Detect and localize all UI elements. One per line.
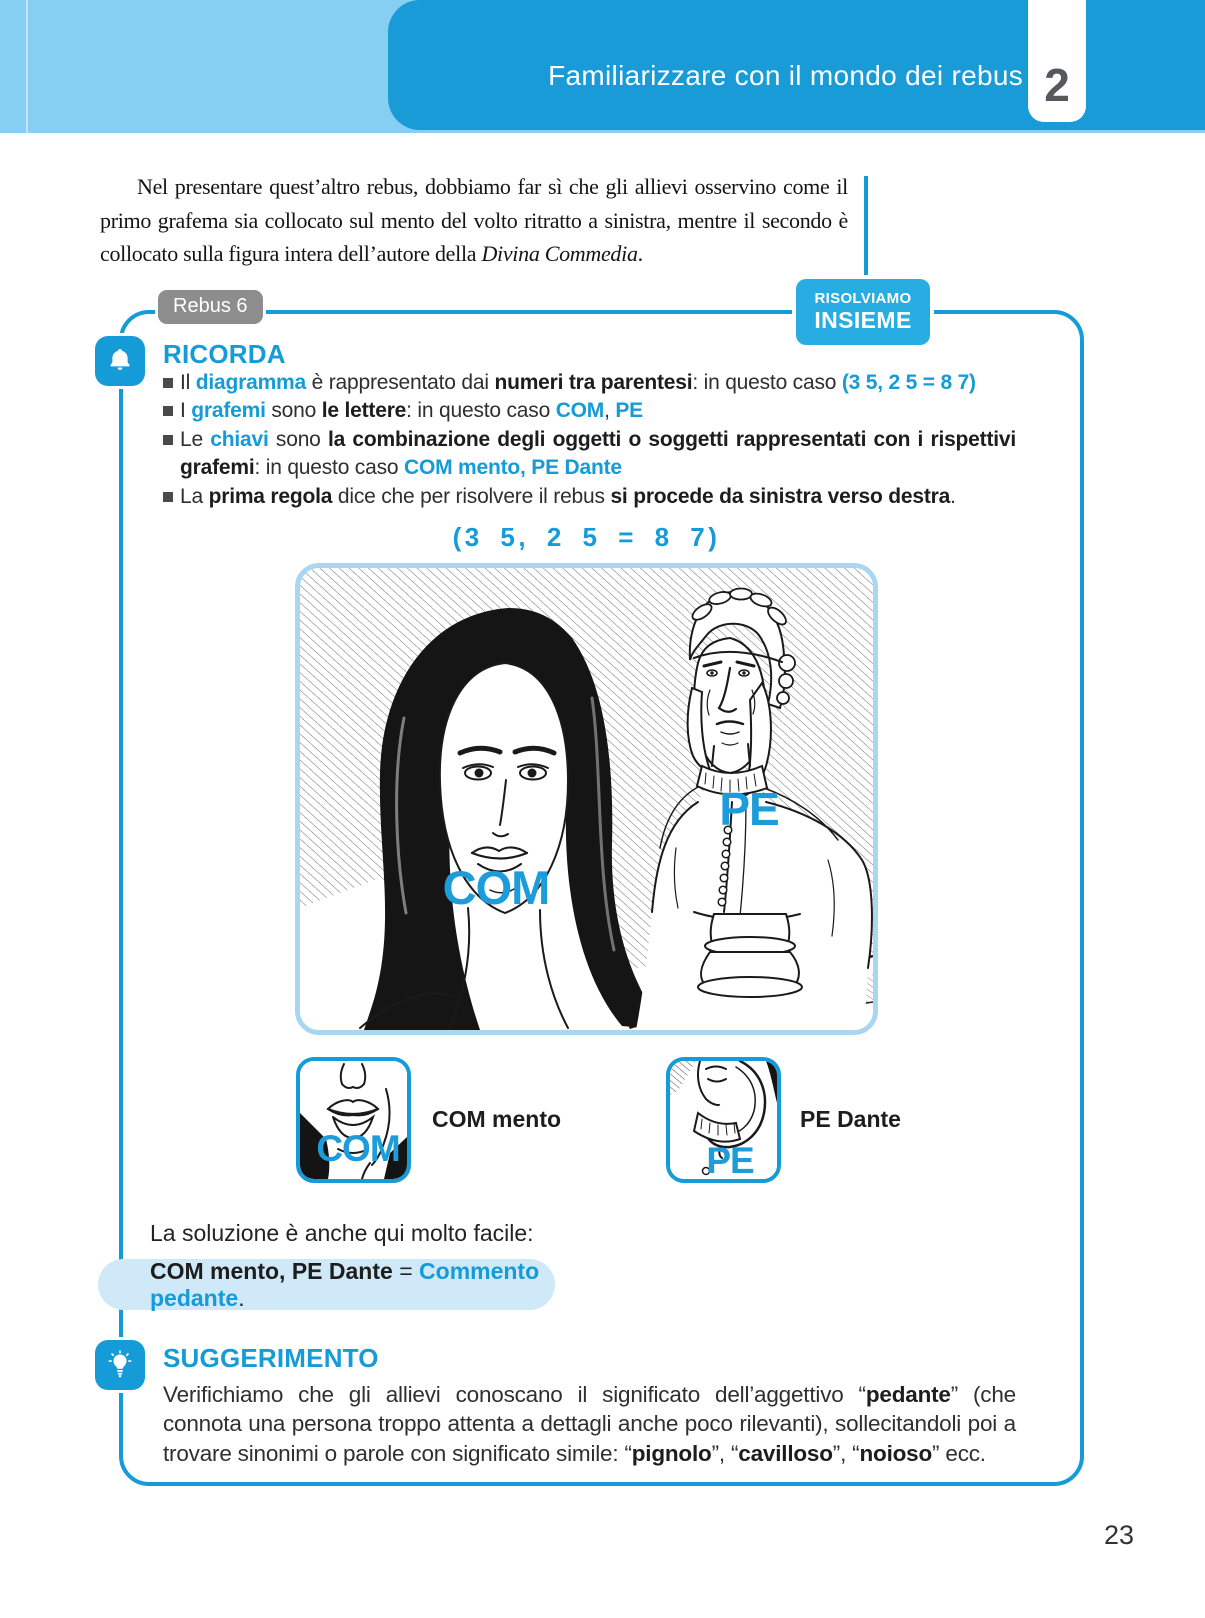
list-item: Il diagramma è rappresentato dai numeri tra parentesi: in questo caso (3 5, 2 5 = 8 7) xyxy=(163,369,1016,397)
ricorda-title: RICORDA xyxy=(163,339,286,369)
bell-glyph xyxy=(105,346,135,376)
thumb-pe-label: PE xyxy=(706,1140,754,1179)
list-item: Le chiavi sono la combinazione degli oggetti o soggetti rappresentati con i rispettivi grafemi: in questo caso COM mento, PE Dante xyxy=(163,426,1016,483)
badge-line1: RISOLVIAMO xyxy=(814,290,912,308)
solution-text: COM mento, PE Dante = Commento pedante. xyxy=(150,1257,540,1311)
chapter-number: 2 xyxy=(1044,59,1070,111)
chin-drawing xyxy=(300,1061,407,1179)
list-item: I grafemi sono le lettere: in questo caso COM, PE xyxy=(163,397,1016,425)
key-caption: COM mento xyxy=(432,1106,562,1132)
suggerimento-title: SUGGERIMENTO xyxy=(163,1343,379,1373)
rebus-drawing xyxy=(300,568,873,1030)
list-item: La prima regola dice che per risolvere il rebus si procede da sinistra verso destra. xyxy=(163,483,1016,511)
lightbulb-icon xyxy=(95,1340,145,1390)
badge-line2: INSIEME xyxy=(814,306,912,333)
intro-paragraph: Nel presentare quest’altro rebus, dobbiamo far sì che gli allievi osservino come il primo grafema sia collocato sul mento del volto ritratto a sinistra, mentre il secondo è collocato sulla figura intera dell’autore della Divina Commedia. xyxy=(100,174,848,266)
risolviamo-insieme-badge xyxy=(796,279,930,345)
rebus-number-badge: Rebus 6 xyxy=(158,290,263,324)
intro-accent-line xyxy=(864,176,868,282)
page-number: 23 xyxy=(1103,1520,1134,1550)
header-seam xyxy=(26,0,28,133)
rebus-illustration xyxy=(295,563,878,1035)
grapheme-com-label: COM xyxy=(442,861,550,914)
lightbulb-glyph xyxy=(105,1350,135,1380)
ricorda-list xyxy=(163,369,1016,511)
thumb-com-label: COM xyxy=(316,1128,400,1169)
chapter-title: Familiarizzare con il mondo dei rebus xyxy=(548,60,1023,91)
thumb-com-mento xyxy=(296,1057,411,1183)
solution-pill xyxy=(98,1259,555,1310)
bell-icon xyxy=(95,336,145,386)
grapheme-pe-label: PE xyxy=(719,783,779,835)
dante-chin-drawing xyxy=(670,1061,777,1179)
suggerimento-paragraph: Verifichiamo che gli allievi conoscano il significato dell’aggettivo “pedante” (che connota una persona troppo attenta a dettagli anche poco rilevanti), sollecitandoli poi a trovare sinonimi o parole con significato simile: “pignolo”, “cavilloso”, “noioso” ecc. xyxy=(163,1382,1016,1466)
solution-lead: La soluzione è anche qui molto facile: xyxy=(150,1220,534,1246)
chapter-number-box xyxy=(1028,0,1086,122)
thumb-pe-dante xyxy=(666,1057,781,1183)
key-caption: PE Dante xyxy=(800,1106,901,1132)
diagram-label: (3 5, 2 5 = 8 7) xyxy=(452,522,721,552)
